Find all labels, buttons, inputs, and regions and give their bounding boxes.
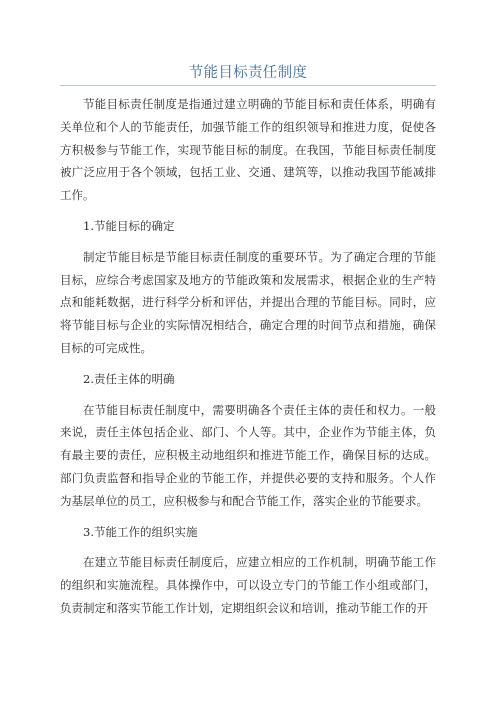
document-body	[60, 93, 436, 628]
intro-paragraph: 节能目标责任制度是指通过建立明确的节能目标和责任体系，明确有关单位和个人的节能责任，加强节能工作的组织领导和推进力度，促使各方积极参与节能工作，实现节能目标的制度。在我国，节能目标责任制度被广泛应用于各个领域，包括工业、交通、建筑等，以推动我国节能减排工作。	[60, 97, 436, 203]
title-divider	[60, 85, 436, 86]
section-paragraph-2: 在节能目标责任制度中，需要明确各个责任主体的责任和权力。一般来说，责任主体包括企业、部门、个人等。其中，企业作为节能主体，负有最主要的责任，应积极主动地组织和推进节能工作，确保目标的达成。部门负责监督和指导企业的节能工作，并提供必要的支持和服务。个人作为基层单位的员工，应积极参与和配合节能工作，落实企业的节能要求。	[60, 402, 436, 508]
section-heading-2: 2.责任主体的明确	[83, 371, 175, 386]
document-title: 节能目标责任制度	[188, 65, 308, 81]
section-paragraph-3: 在建立节能目标责任制度后，应建立相应的工作机制，明确节能工作的组织和实施流程。具体操作中，可以设立专门的节能工作小组或部门，负责制定和落实节能工作计划，定期组织会议和培训，推动节能工作的开	[60, 555, 436, 615]
section-heading-3: 3.节能工作的组织实施	[83, 524, 198, 539]
section-paragraph-1: 制定节能目标是节能目标责任制度的重要环节。为了确定合理的节能目标，应综合考虑国家及地方的节能政策和发展需求，根据企业的生产特点和能耗数据，进行科学分析和评估，并提出合理的节能目标。同时，应将节能目标与企业的实际情况相结合，确定合理的时间节点和措施，确保目标的可完成性。	[60, 249, 436, 355]
section-heading-1: 1.节能目标的确定	[83, 218, 175, 233]
